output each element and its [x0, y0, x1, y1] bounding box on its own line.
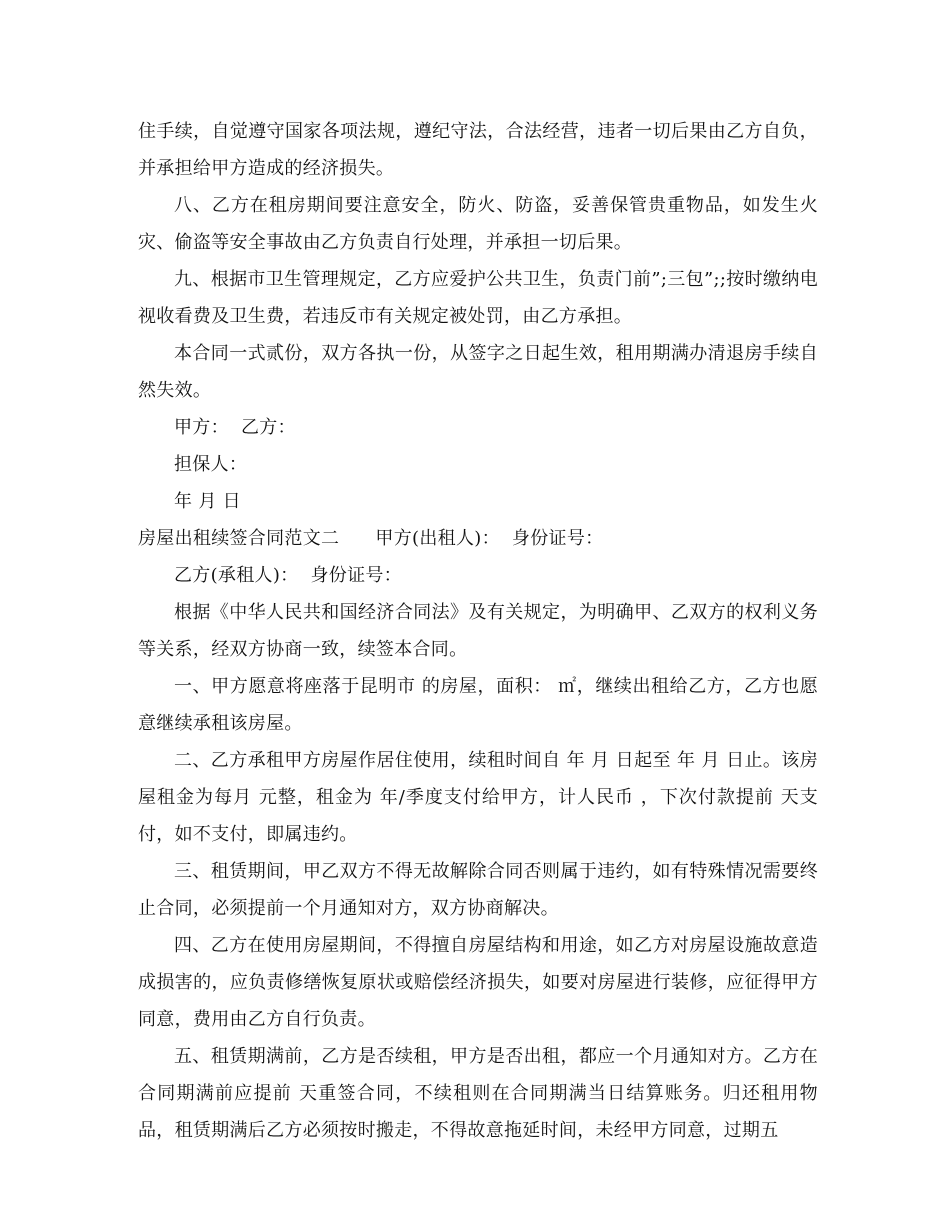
signature-line-guarantor: 担保人：: [174, 454, 248, 475]
section-title: 房屋出租续签合同范文二 甲方(出租人)： 身份证号：: [138, 528, 604, 549]
paragraph: 乙方(承租人)： 身份证号：: [174, 565, 402, 586]
date-line: 年 月 日: [174, 491, 241, 512]
signature-line-parties: 甲方： 乙方：: [174, 417, 296, 438]
paragraph: 四、乙方在使用房屋期间，不得擅自房屋结构和用途，如乙方对房屋设施故意造成损害的，应负责修缮恢复原状或赔偿经济损失，如要对房屋进行装修，应征得甲方同意，费用由乙方自行负责。: [138, 935, 818, 1030]
paragraph: 三、租赁期间，甲乙双方不得无故解除合同否则属于违约，如有特殊情况需要终止合同，必须提前一个月通知对方，双方协商解决。: [138, 861, 818, 919]
paragraph: 一、甲方愿意将座落于昆明市 的房屋，面积： ㎡，继续出租给乙方，乙方也愿意继续承租该房屋。: [138, 676, 818, 734]
paragraph: 住手续，自觉遵守国家各项法规，遵纪守法，合法经营，违者一切后果由乙方自负，并承担给甲方造成的经济损失。: [138, 121, 818, 179]
paragraph: 二、乙方承租甲方房屋作居住使用，续租时间自 年 月 日起至 年 月 日止。该房屋租金为每月 元整，租金为 年/季度支付给甲方，计人民币 ，下次付款提前 天支付，如不支付，即属违约。: [138, 750, 818, 845]
paragraph: 本合同一式贰份，双方各执一份，从签字之日起生效，租用期满办清退房手续自然失效。: [138, 343, 818, 401]
paragraph: 九、根据市卫生管理规定，乙方应爱护公共卫生，负责门前”;三包”;;按时缴纳电视收看费及卫生费，若违反市有关规定被处罚，由乙方承担。: [138, 269, 818, 327]
document-body: [138, 113, 818, 1149]
paragraph: 根据《中华人民共和国经济合同法》及有关规定，为明确甲、乙双方的权利义务等关系，经双方协商一致，续签本合同。: [138, 602, 818, 660]
paragraph: 八、乙方在租房期间要注意安全，防火、防盗，妥善保管贵重物品，如发生火灾、偷盗等安全事故由乙方负责自行处理，并承担一切后果。: [138, 195, 818, 253]
paragraph: 五、租赁期满前，乙方是否续租，甲方是否出租，都应一个月通知对方。乙方在合同期满前应提前 天重签合同，不续租则在合同期满当日结算账务。归还租用物品，租赁期满后乙方必须按时搬走，不得故意拖延时间，未经甲方同意，过期五: [138, 1046, 818, 1141]
